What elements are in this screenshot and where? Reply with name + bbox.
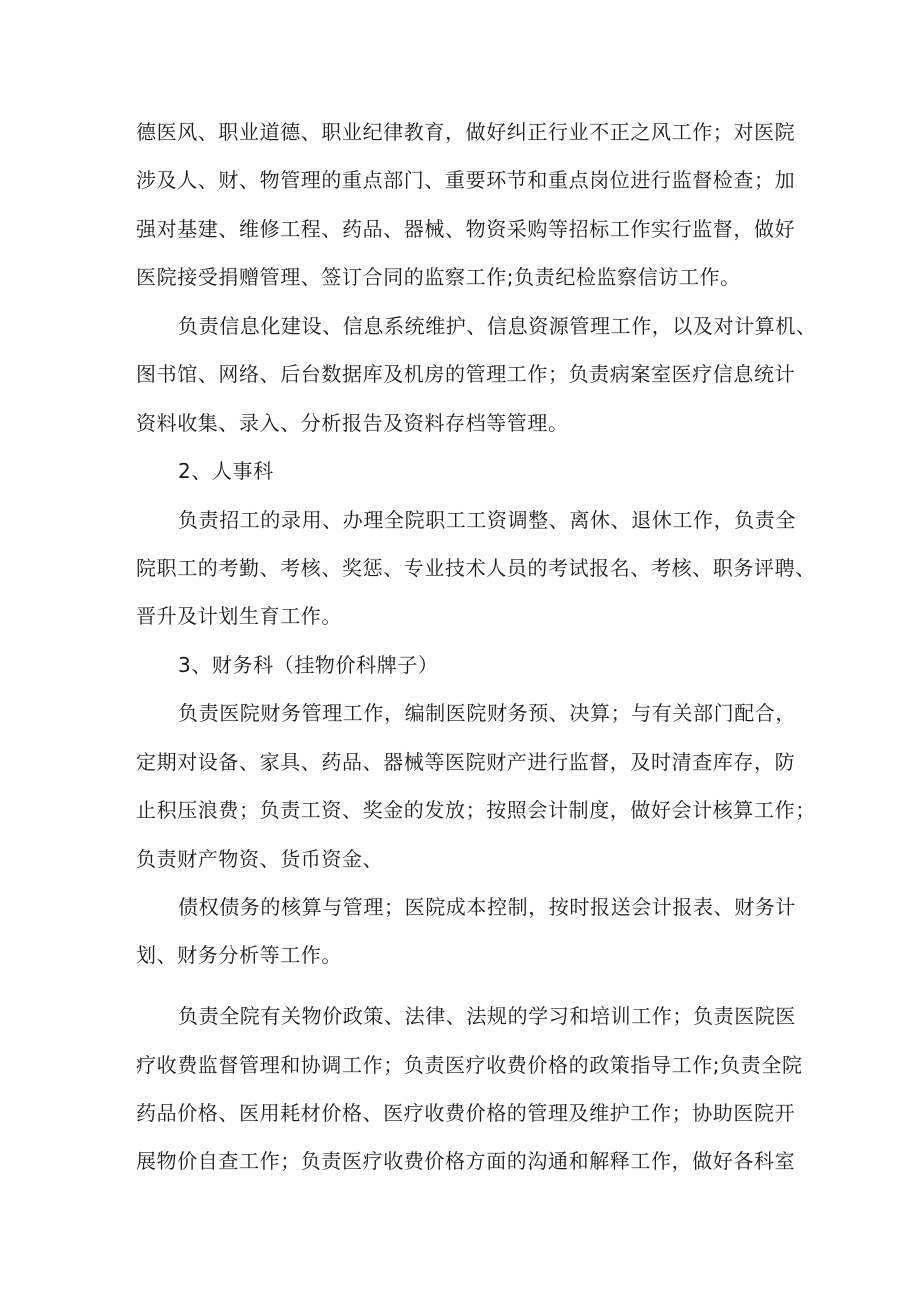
text-line: 定期对设备、家具、药品、器械等医院财产进行监督，及时清查库存，防	[136, 750, 796, 774]
text-line: 止积压浪费；负责工资、奖金的发放；按照会计制度，做好会计核算工作；	[136, 798, 816, 822]
text-line: 展物价自查工作；负责医疗收费价格方面的沟通和解释工作，做好各科室	[136, 1149, 796, 1173]
text-line: 负责信息化建设、信息系统维护、信息资源管理工作，以及对计算机、	[178, 314, 817, 338]
section-heading: 3、财务科（挂物价科牌子）	[178, 653, 439, 677]
text-line: 负责医院财务管理工作，编制医院财务预、决算；与有关部门配合，	[178, 701, 796, 725]
text-line: 债权债务的核算与管理；医院成本控制，按时报送会计报表、财务计	[178, 895, 796, 919]
text-line: 德医风、职业道德、职业纪律教育，做好纠正行业不正之风工作；对医院	[136, 120, 796, 144]
text-line: 晋升及计划生育工作。	[136, 604, 342, 628]
text-line: 涉及人、财、物管理的重点部门、重要环节和重点岗位进行监督检查；加	[136, 168, 796, 192]
text-line: 医院接受捐赠管理、签订合同的监察工作;负责纪检监察信访工作。	[136, 265, 741, 289]
text-line: 图书馆、网络、后台数据库及机房的管理工作；负责病案室医疗信息统计	[136, 362, 796, 386]
text-line: 负责全院有关物价政策、法律、法规的学习和培训工作；负责医院医	[178, 1004, 796, 1028]
text-line: 疗收费监督管理和协调工作；负责医疗收费价格的政策指导工作;负责全院	[136, 1053, 803, 1077]
text-line: 负责财产物资、货币资金、	[136, 847, 384, 871]
text-line: 药品价格、医用耗材价格、医疗收费价格的管理及维护工作；协助医院开	[136, 1101, 796, 1125]
section-heading: 2、人事科	[178, 459, 274, 483]
text-line: 负责招工的录用、办理全院职工工资调整、离休、退休工作，负责全	[178, 508, 796, 532]
text-line: 院职工的考勤、考核、奖惩、专业技术人员的考试报名、考核、职务评聘、	[136, 556, 816, 580]
text-line: 划、财务分析等工作。	[136, 943, 342, 967]
text-line: 强对基建、维修工程、药品、器械、物资采购等招标工作实行监督，做好	[136, 217, 796, 241]
text-line: 资料收集、录入、分析报告及资料存档等管理。	[136, 411, 569, 435]
